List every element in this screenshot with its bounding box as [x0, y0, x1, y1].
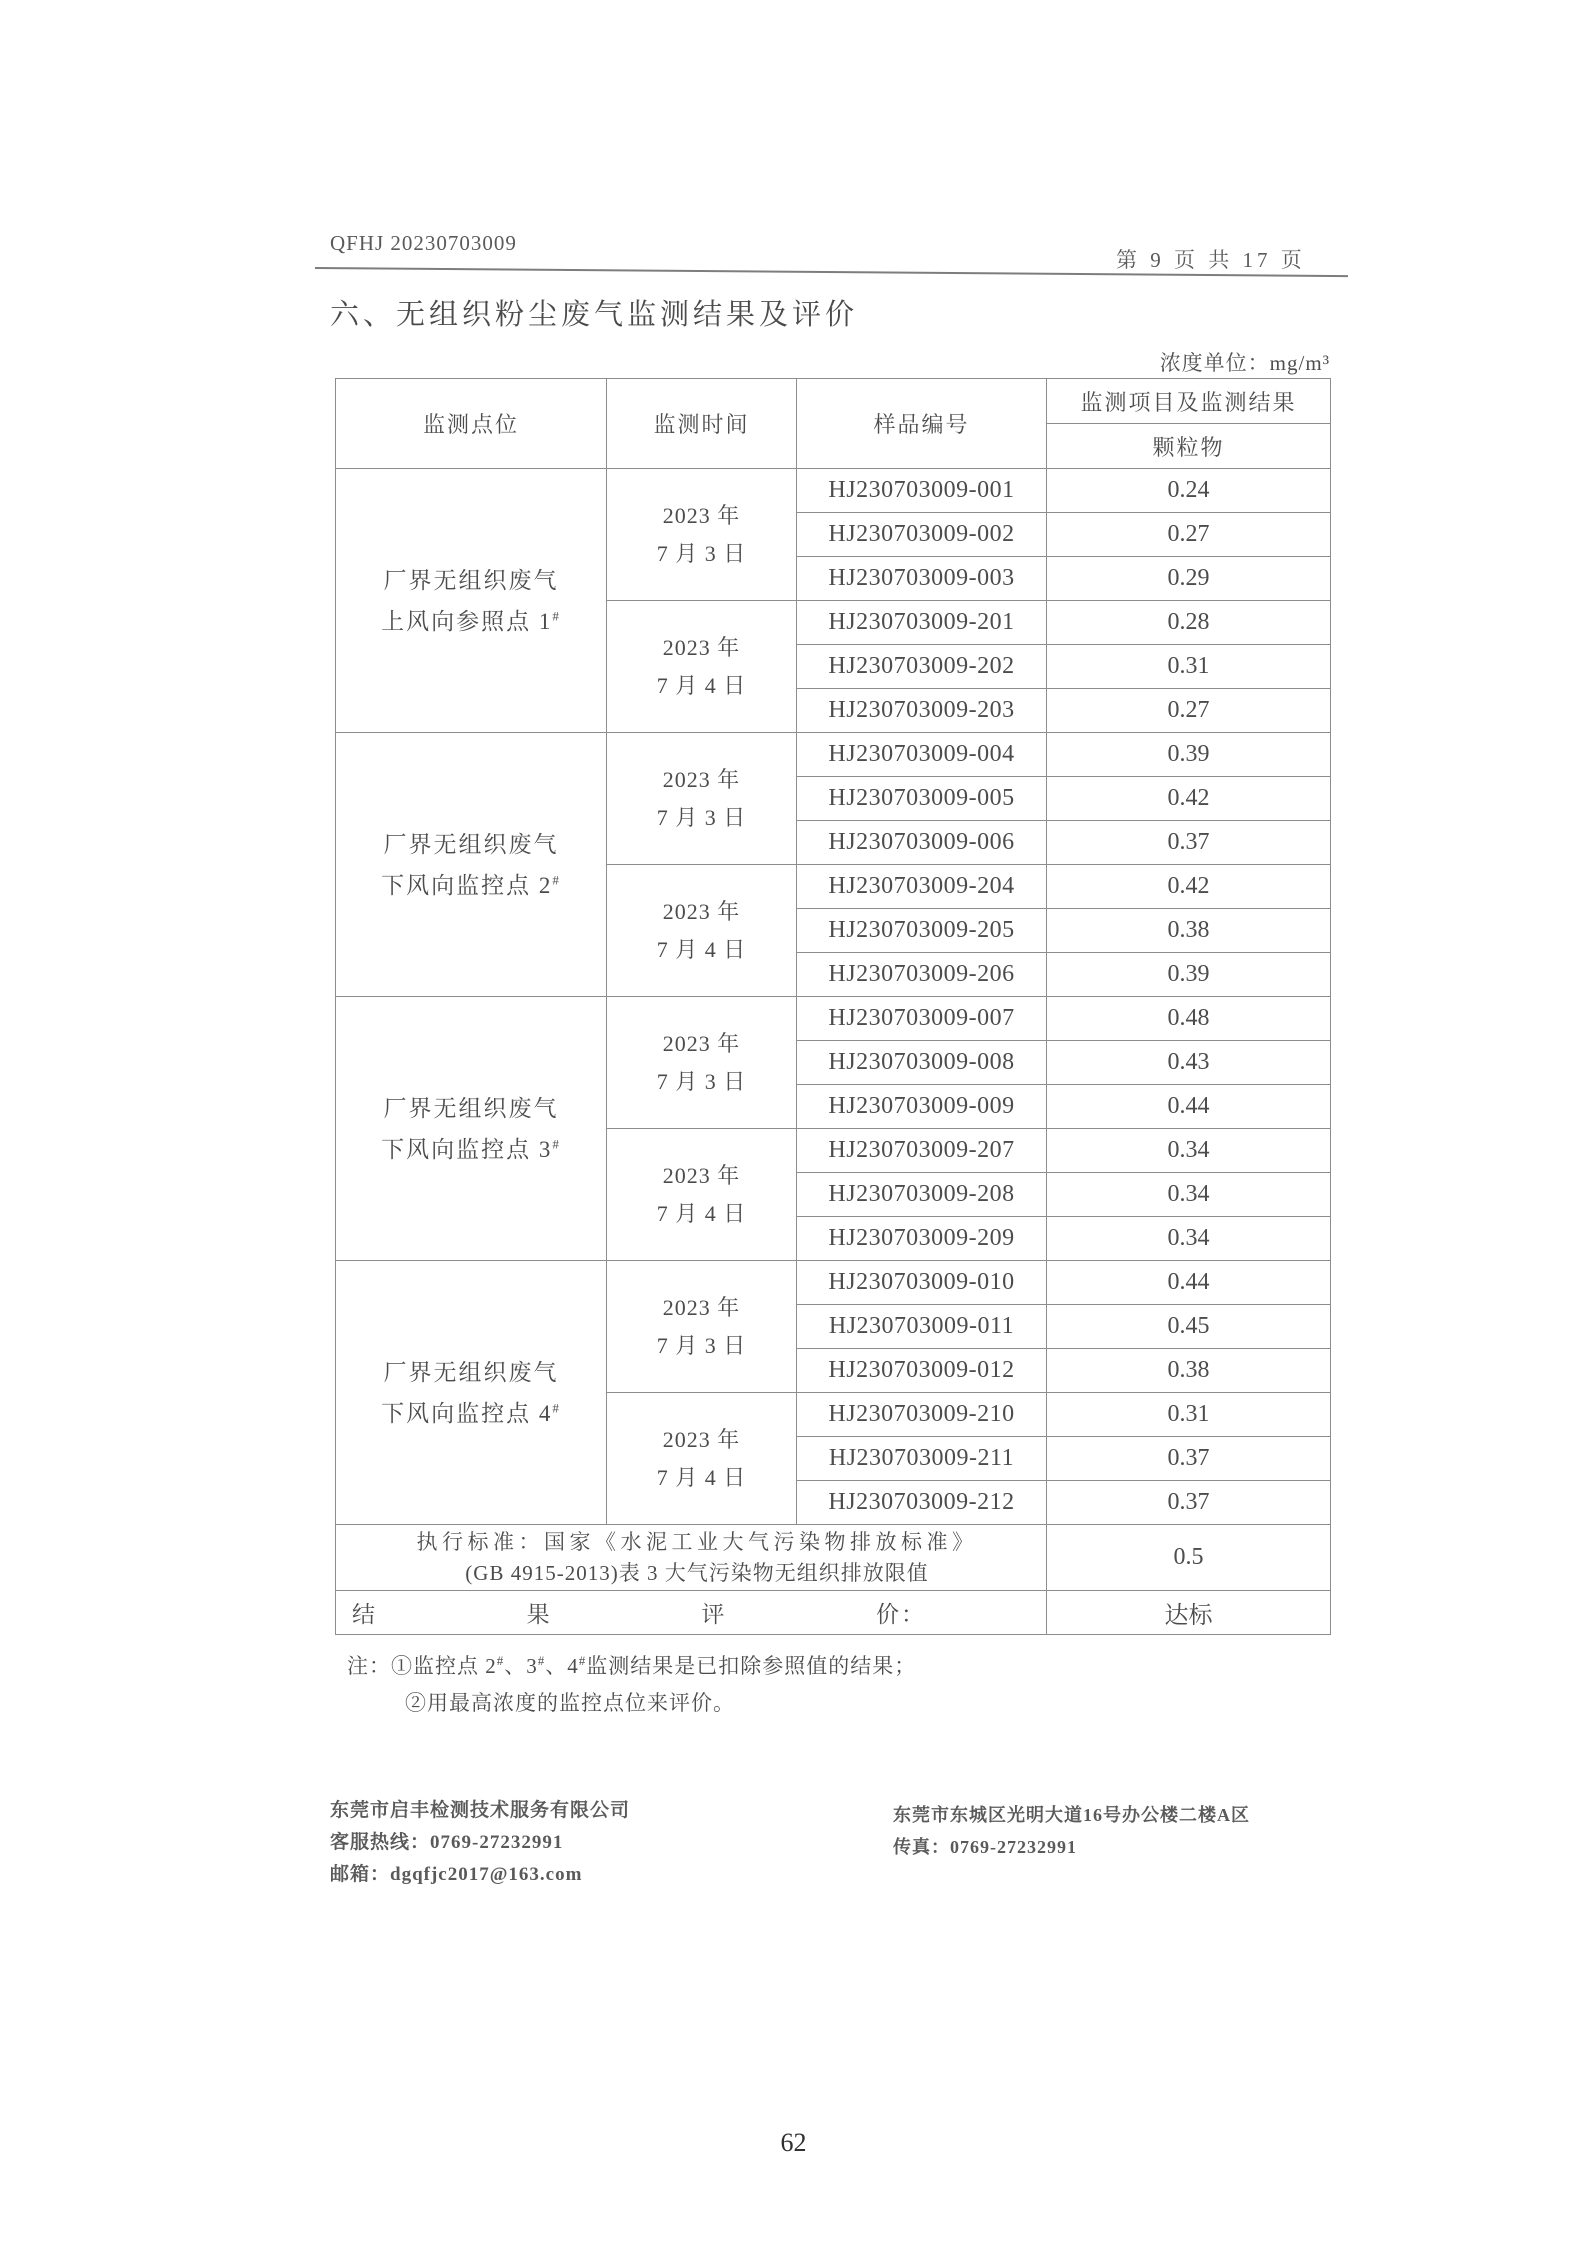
date-cell	[607, 1261, 797, 1393]
section-title: 六、无组织粉尘废气监测结果及评价	[330, 299, 859, 331]
point-line2	[336, 1393, 606, 1434]
value-cell: 0.37	[1047, 1481, 1331, 1525]
result-char: 评	[701, 1602, 727, 1627]
point-cell	[336, 469, 607, 733]
value-cell: 0.34	[1047, 1173, 1331, 1217]
point-cell	[336, 733, 607, 997]
point-line1: 厂界无组织废气	[383, 831, 559, 857]
value-cell: 0.37	[1047, 821, 1331, 865]
date-year: 2023 年	[662, 502, 741, 528]
value-cell: 0.31	[1047, 1393, 1331, 1437]
table-row	[336, 469, 1331, 513]
sample-id-cell: HJ230703009-211	[797, 1437, 1047, 1481]
point-cell	[336, 997, 607, 1261]
point-text: 上风向参照点 1	[381, 608, 553, 634]
company-address: 东莞市东城区光明大道16号办公楼二楼A区	[893, 1805, 1250, 1825]
date-year: 2023 年	[662, 766, 741, 792]
sample-id-cell: HJ230703009-003	[797, 557, 1047, 601]
standard-line1: 执行标准：国家《水泥工业大气污染物排放标准》	[416, 1529, 978, 1554]
result-row	[336, 1591, 1331, 1635]
value-cell: 0.34	[1047, 1217, 1331, 1261]
page-number: 62	[780, 2128, 807, 2157]
sample-id-cell: HJ230703009-008	[797, 1041, 1047, 1085]
date-year: 2023 年	[662, 1030, 741, 1056]
note-text: 、3	[504, 1654, 538, 1678]
sample-id-cell: HJ230703009-007	[797, 997, 1047, 1041]
value-cell: 0.42	[1047, 777, 1331, 821]
date-day: 7 月 3 日	[656, 804, 747, 830]
point-cell	[336, 1261, 607, 1525]
value-cell: 0.39	[1047, 953, 1331, 997]
date-day: 7 月 4 日	[656, 672, 747, 698]
company-email: 邮箱：dgqfjc2017@163.com	[330, 1864, 583, 1885]
value-cell: 0.43	[1047, 1041, 1331, 1085]
company-fax: 传真：0769-27232991	[893, 1837, 1077, 1857]
date-cell	[607, 733, 797, 865]
superscript-hash: #	[552, 1135, 561, 1151]
note-text: 、4	[545, 1654, 579, 1678]
superscript-hash: #	[552, 1399, 561, 1415]
sample-id-cell: HJ230703009-006	[797, 821, 1047, 865]
date-cell	[607, 469, 797, 601]
sample-id-cell: HJ230703009-209	[797, 1217, 1047, 1261]
result-char: 果	[526, 1602, 552, 1627]
value-cell: 0.45	[1047, 1305, 1331, 1349]
sample-id-cell: HJ230703009-012	[797, 1349, 1047, 1393]
date-year: 2023 年	[662, 1162, 741, 1188]
superscript-hash: #	[552, 607, 561, 623]
point-text: 下风向监控点 4	[381, 1400, 553, 1426]
sample-id-cell: HJ230703009-206	[797, 953, 1047, 997]
header-sample: 样品编号	[797, 379, 1047, 469]
table-header-row-1	[336, 379, 1331, 424]
value-cell: 0.29	[1047, 557, 1331, 601]
footer-company-block	[330, 1795, 630, 1891]
unit-note: 浓度单位：mg/m³	[1159, 351, 1330, 375]
table-row	[336, 733, 1331, 777]
date-day: 7 月 3 日	[656, 540, 747, 566]
standard-cell	[336, 1525, 1047, 1591]
date-year: 2023 年	[662, 1426, 741, 1452]
point-line1: 厂界无组织废气	[383, 567, 559, 593]
company-name: 东莞市启丰检测技术服务有限公司	[330, 1800, 631, 1821]
sample-id-cell: HJ230703009-002	[797, 513, 1047, 557]
header-point: 监测点位	[336, 379, 607, 469]
sample-id-cell: HJ230703009-009	[797, 1085, 1047, 1129]
result-label-cell	[336, 1591, 1047, 1635]
date-day: 7 月 4 日	[656, 1464, 747, 1490]
value-cell: 0.44	[1047, 1261, 1331, 1305]
table-row	[336, 1261, 1331, 1305]
sample-id-cell: HJ230703009-208	[797, 1173, 1047, 1217]
date-cell	[607, 1393, 797, 1525]
doc-code: QFHJ 20230703009	[330, 231, 517, 255]
superscript-hash: #	[552, 871, 561, 887]
sample-id-cell: HJ230703009-011	[797, 1305, 1047, 1349]
value-cell: 0.44	[1047, 1085, 1331, 1129]
standard-line2: (GB 4915-2013)表 3 大气污染物无组织排放限值	[465, 1560, 929, 1585]
sample-id-cell: HJ230703009-212	[797, 1481, 1047, 1525]
superscript-hash: #	[496, 1653, 505, 1668]
value-cell: 0.27	[1047, 513, 1331, 557]
date-cell	[607, 997, 797, 1129]
date-cell	[607, 601, 797, 733]
header-time: 监测时间	[607, 379, 797, 469]
date-day: 7 月 3 日	[656, 1068, 747, 1094]
result-char: 结	[352, 1602, 377, 1627]
point-line2	[336, 601, 606, 642]
header-result-group: 监测项目及监测结果	[1047, 379, 1331, 424]
page-indicator: 第 9 页 共 17 页	[1116, 248, 1306, 272]
sample-id-cell: HJ230703009-205	[797, 909, 1047, 953]
notes	[347, 1648, 916, 1722]
footer-address-block	[893, 1799, 1250, 1863]
sample-id-cell: HJ230703009-004	[797, 733, 1047, 777]
point-text: 下风向监控点 3	[381, 1136, 553, 1162]
point-text: 下风向监控点 2	[381, 872, 553, 898]
date-year: 2023 年	[662, 898, 741, 924]
date-day: 7 月 3 日	[656, 1332, 747, 1358]
standard-value-cell: 0.5	[1047, 1525, 1331, 1591]
result-label	[336, 1596, 1046, 1629]
value-cell: 0.39	[1047, 733, 1331, 777]
sample-id-cell: HJ230703009-203	[797, 689, 1047, 733]
table-row	[336, 997, 1331, 1041]
note-text: 注：①监控点 2	[347, 1654, 497, 1678]
sample-id-cell: HJ230703009-001	[797, 469, 1047, 513]
value-cell: 0.42	[1047, 865, 1331, 909]
result-char: 价：	[875, 1602, 926, 1627]
sample-id-cell: HJ230703009-202	[797, 645, 1047, 689]
value-cell: 0.37	[1047, 1437, 1331, 1481]
sample-id-cell: HJ230703009-201	[797, 601, 1047, 645]
point-line2	[336, 865, 606, 906]
superscript-hash: #	[537, 1653, 546, 1668]
value-cell: 0.38	[1047, 1349, 1331, 1393]
company-hotline: 客服热线：0769-27232991	[330, 1832, 564, 1853]
value-cell: 0.28	[1047, 601, 1331, 645]
point-line1: 厂界无组织废气	[383, 1359, 559, 1385]
value-cell: 0.31	[1047, 645, 1331, 689]
date-day: 7 月 4 日	[656, 936, 747, 962]
date-year: 2023 年	[662, 634, 741, 660]
superscript-hash: #	[578, 1653, 587, 1668]
point-line2	[336, 1129, 606, 1170]
note-text: 监测结果是已扣除参照值的结果；	[586, 1654, 917, 1678]
standard-row	[336, 1525, 1331, 1591]
date-day: 7 月 4 日	[656, 1200, 747, 1226]
date-cell	[607, 865, 797, 997]
sample-id-cell: HJ230703009-005	[797, 777, 1047, 821]
value-cell: 0.24	[1047, 469, 1331, 513]
value-cell: 0.34	[1047, 1129, 1331, 1173]
monitoring-results-table	[335, 378, 1331, 1635]
value-cell: 0.27	[1047, 689, 1331, 733]
value-cell: 0.38	[1047, 909, 1331, 953]
sample-id-cell: HJ230703009-010	[797, 1261, 1047, 1305]
result-value-cell: 达标	[1047, 1591, 1331, 1635]
date-cell	[607, 1129, 797, 1261]
sample-id-cell: HJ230703009-204	[797, 865, 1047, 909]
header-param: 颗粒物	[1047, 424, 1331, 469]
note-line2: ②用最高浓度的监控点位来评价。	[405, 1691, 735, 1715]
date-year: 2023 年	[662, 1294, 741, 1320]
sample-id-cell: HJ230703009-207	[797, 1129, 1047, 1173]
sample-id-cell: HJ230703009-210	[797, 1393, 1047, 1437]
point-line1: 厂界无组织废气	[383, 1095, 559, 1121]
value-cell: 0.48	[1047, 997, 1331, 1041]
note-line1	[347, 1648, 916, 1685]
